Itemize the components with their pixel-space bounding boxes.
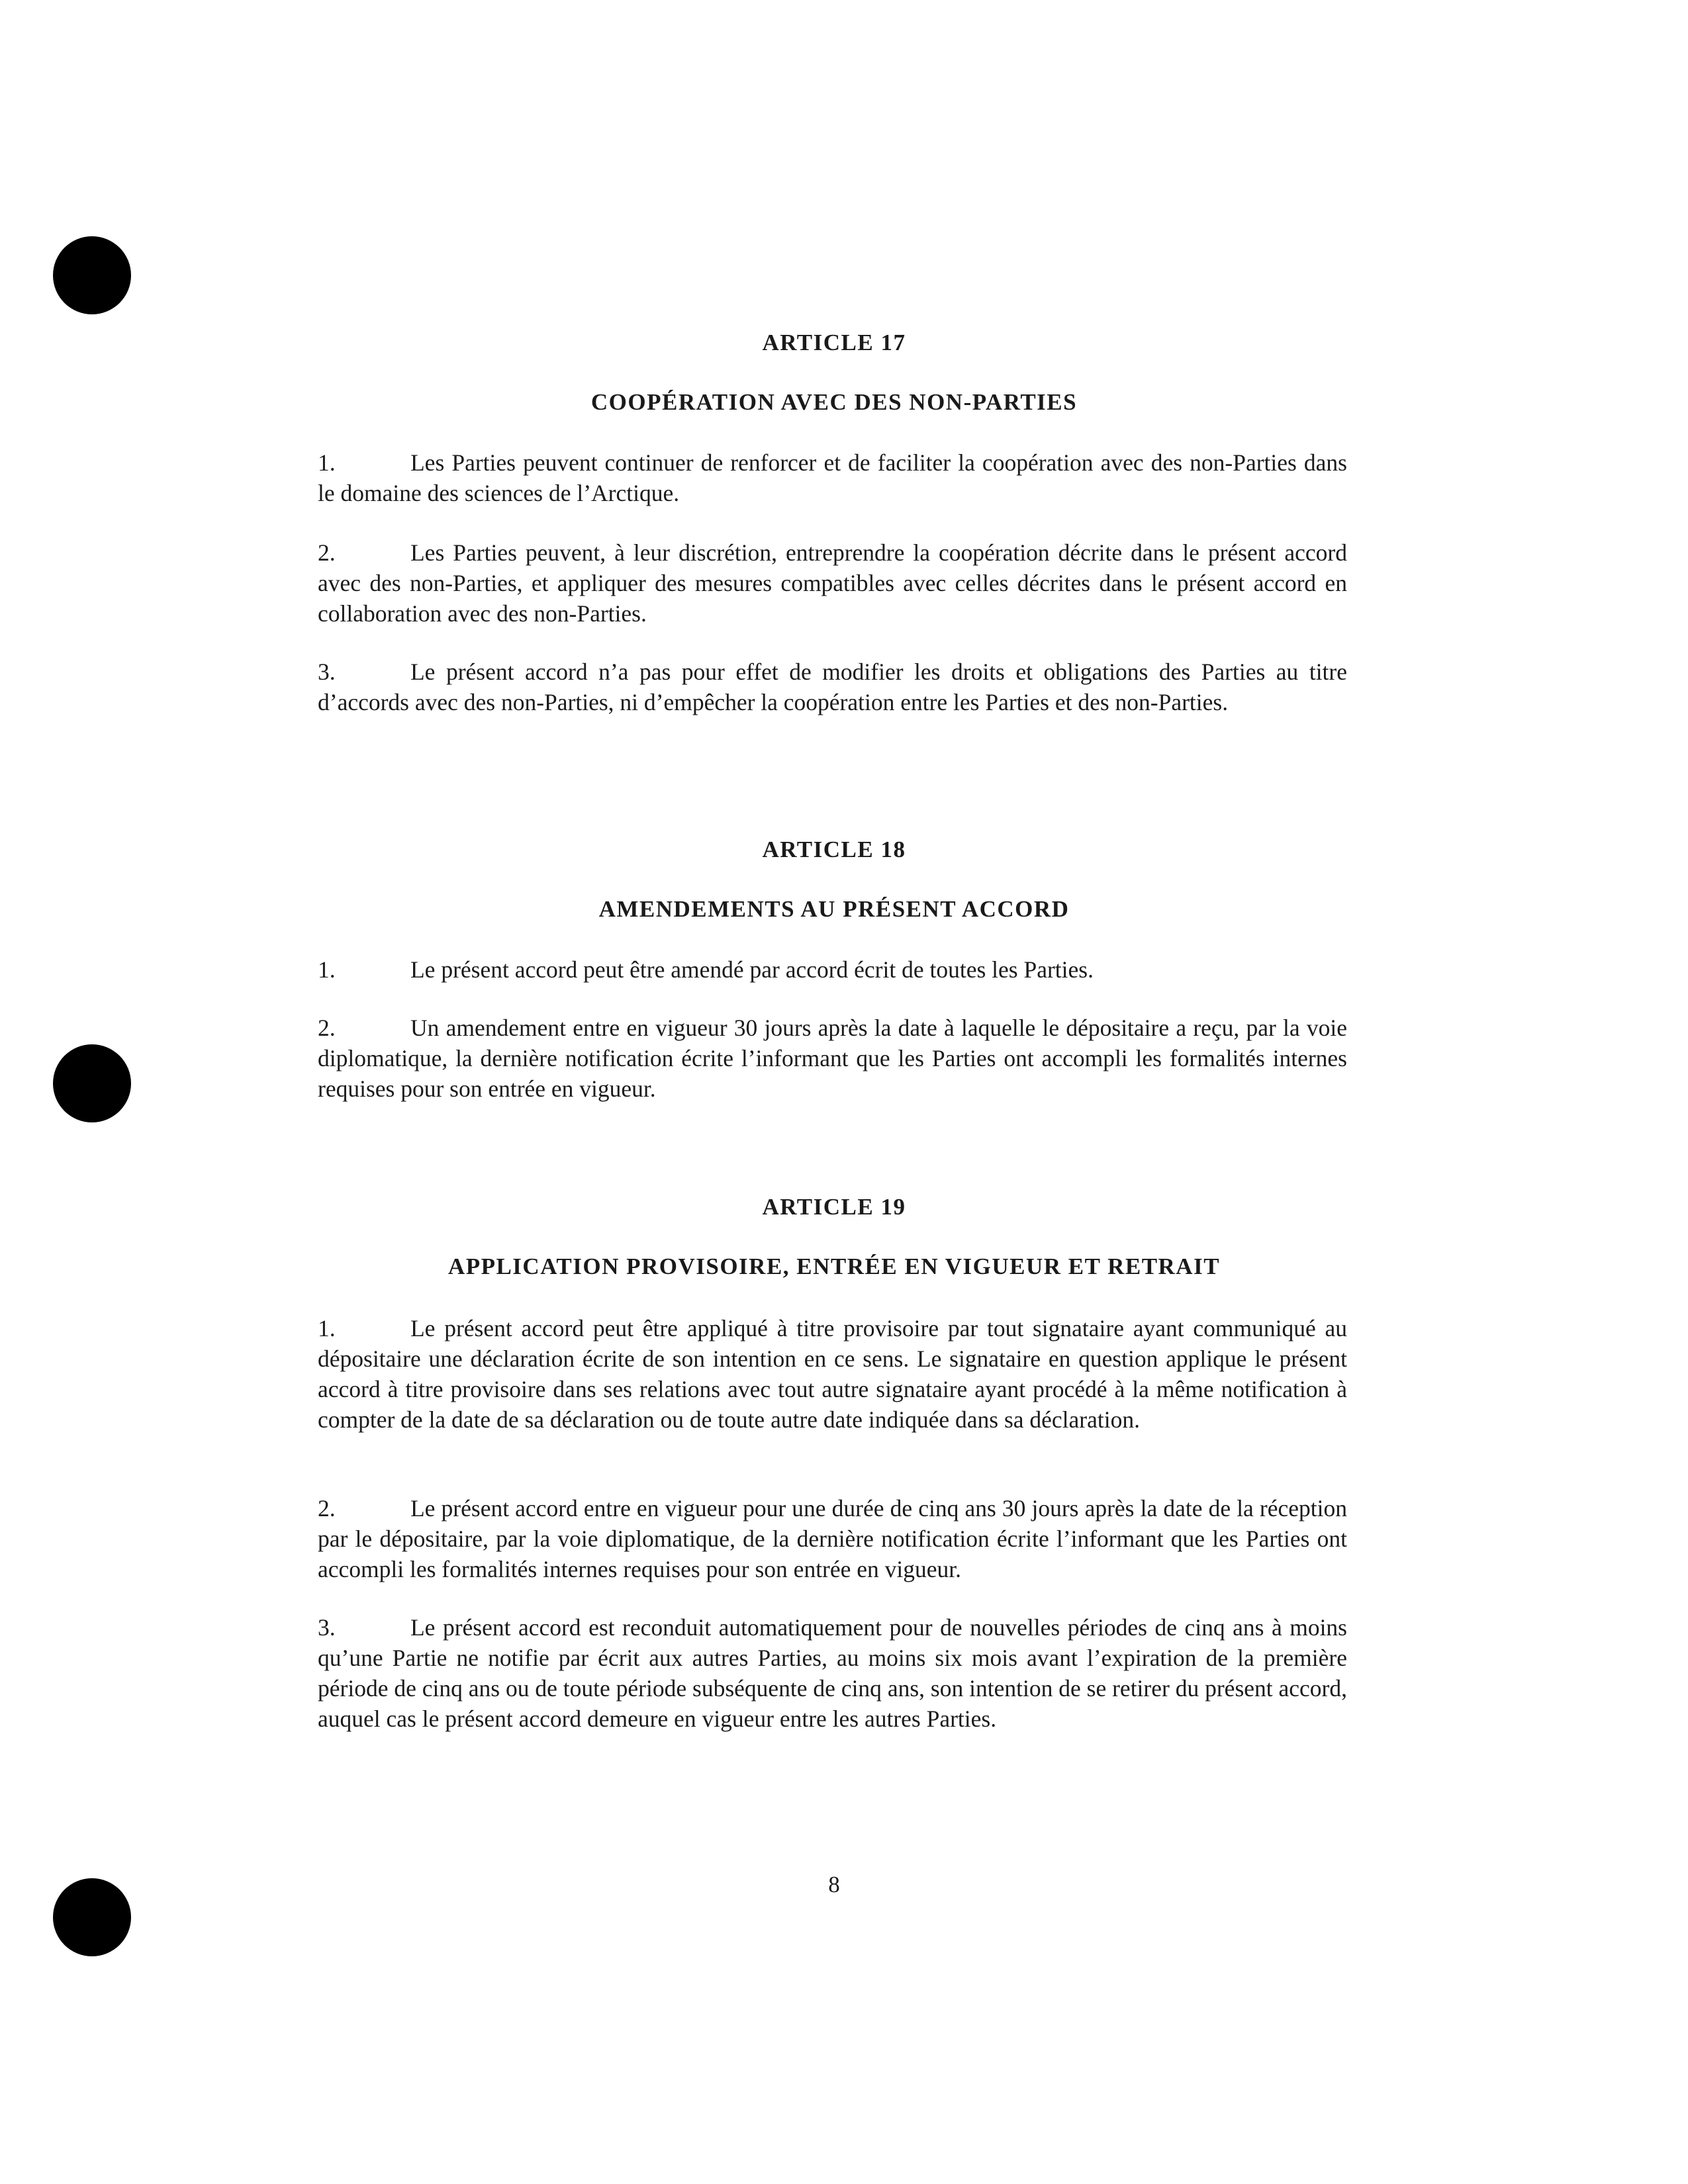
article-number: ARTICLE 17	[762, 330, 906, 355]
article-number: ARTICLE 18	[762, 837, 906, 862]
article-paragraph	[318, 954, 1347, 985]
paragraph-number: 1.	[318, 956, 336, 983]
paragraph-text: Les Parties peuvent, à leur discrétion, entreprendre la coopération décrite dans le présent accord avec des non-Parties, et appliquer des mesures compatibles avec celles décrites dans le présent accord en collaboration avec des non-Parties.	[318, 539, 1347, 627]
paragraph-number: 2.	[318, 1495, 336, 1522]
article-paragraph	[318, 1313, 1347, 1435]
article-paragraph	[318, 447, 1347, 508]
paragraph-number: 1.	[318, 1315, 336, 1342]
paragraph-text: Le présent accord peut être amendé par accord écrit de toutes les Parties.	[410, 956, 1094, 983]
article-paragraph	[318, 657, 1347, 717]
article-paragraph	[318, 537, 1347, 629]
paragraph-number: 1.	[318, 449, 336, 476]
paragraph-number: 3.	[318, 659, 336, 685]
article-paragraph	[318, 1493, 1347, 1584]
paragraph-text: Le présent accord peut être appliqué à titre provisoire par tout signataire ayant communiqué au dépositaire une déclaration écrite de son intention en ce sens. Le signataire en question applique le présent accord à titre provisoire dans ses relations avec tout autre signataire ayant procédé à la même notification à compter de la date de sa déclaration ou de toute autre date indiquée dans sa déclaration.	[318, 1315, 1347, 1433]
punch-hole	[53, 1044, 131, 1122]
paragraph-text: Le présent accord n’a pas pour effet de modifier les droits et obligations des Parties au titre d’accords avec des non-Parties, ni d’empêcher la coopération entre les Parties et des non-Parties.	[318, 659, 1347, 715]
punch-hole	[53, 236, 131, 314]
paragraph-number: 3.	[318, 1614, 336, 1641]
article-title: AMENDEMENTS AU PRÉSENT ACCORD	[598, 896, 1070, 922]
article-number: ARTICLE 19	[762, 1194, 906, 1220]
article-title: COOPÉRATION AVEC DES NON-PARTIES	[590, 389, 1078, 415]
paragraph-number: 2.	[318, 539, 336, 566]
paragraph-text: Le présent accord est reconduit automatiquement pour de nouvelles périodes de cinq ans à moins qu’une Partie ne notifie par écrit aux autres Parties, au moins six mois avant l’expiration de la première période de cinq ans ou de toute période subséquente de cinq ans, son intention de se retirer du présent accord, auquel cas le présent accord demeure en vigueur entre les autres Parties.	[318, 1614, 1347, 1732]
paragraph-text: Le présent accord entre en vigueur pour une durée de cinq ans 30 jours après la date de la réception par le dépositaire, par la voie diplomatique, de la dernière notification écrite l’informant que les Parties ont accompli les formalités internes requises pour son entrée en vigueur.	[318, 1495, 1347, 1582]
article-paragraph	[318, 1013, 1347, 1104]
paragraph-text: Les Parties peuvent continuer de renforcer et de faciliter la coopération avec des non-Parties dans le domaine des sciences de l’Arctique.	[318, 449, 1347, 506]
punch-hole	[53, 1878, 131, 1956]
paragraph-number: 2.	[318, 1015, 336, 1041]
paragraph-text: Un amendement entre en vigueur 30 jours après la date à laquelle le dépositaire a reçu, par la voie diplomatique, la dernière notification écrite l’informant que les Parties ont accompli les formalités internes requises pour son entrée en vigueur.	[318, 1015, 1347, 1102]
article-title: APPLICATION PROVISOIRE, ENTRÉE EN VIGUEUR ET RETRAIT	[447, 1253, 1221, 1279]
page-number: 8	[828, 1872, 840, 1897]
article-paragraph	[318, 1612, 1347, 1734]
